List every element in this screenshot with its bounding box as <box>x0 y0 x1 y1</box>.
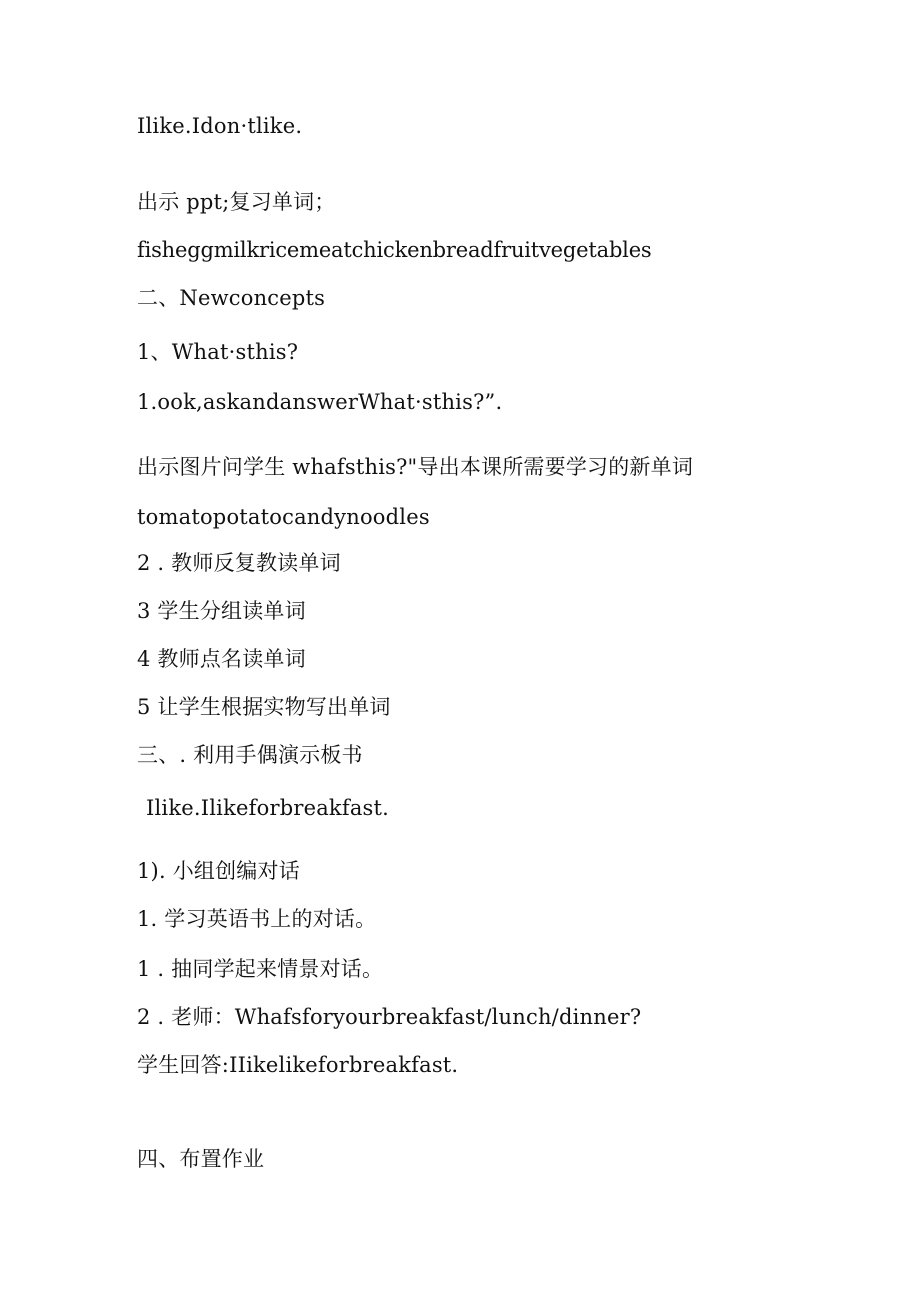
text-line-whats-this: 1、What·sthis? <box>137 340 299 364</box>
text-line-group-dialogue: 1). 小组创编对话 <box>137 859 300 883</box>
text-line-food-words: fisheggmilkricemeatchickenbreadfruitvegetables <box>137 238 652 262</box>
text-line-student-answer: 学生回答:IIikelikeforbreakfast. <box>137 1053 459 1077</box>
list-item-roll-call-reads: 4 教师点名读单词 <box>137 647 306 671</box>
list-item-situational-dialogue: 1 . 抽同学起来情景对话。 <box>137 957 384 981</box>
text-line-new-words: tomatopotatocandynoodles <box>137 505 430 529</box>
list-item-teacher-reads: 2 . 教师反复教读单词 <box>137 551 341 575</box>
text-line-show-pictures: 出示图片问学生 whafsthis?"导出本课所需要学习的新单词 <box>137 455 694 479</box>
list-item-write-words: 5 让学生根据实物写出单词 <box>137 695 391 719</box>
section-heading-puppet-demo: 三、. 利用手偶演示板书 <box>137 743 363 767</box>
text-line-look-ask-answer: 1.ook,askandanswerWhat·sthis?”. <box>137 390 503 414</box>
text-line-review-words: 出示 ppt;复习单词； <box>137 190 336 214</box>
section-heading-new-concepts: 二、Newconcepts <box>137 286 326 310</box>
text-line-i-like-breakfast: Ilike.Ilikeforbreakfast. <box>146 796 390 820</box>
list-item-learn-dialogue: 1. 学习英语书上的对话。 <box>137 907 377 931</box>
section-heading-homework: 四、布置作业 <box>137 1147 265 1171</box>
text-line-i-like: Ilike.Idon·tlike. <box>137 114 303 138</box>
list-item-teacher-question: 2 . 老师：Whafsforyourbreakfast/lunch/dinner? <box>137 1005 642 1029</box>
list-item-group-reads: 3 学生分组读单词 <box>137 599 306 623</box>
